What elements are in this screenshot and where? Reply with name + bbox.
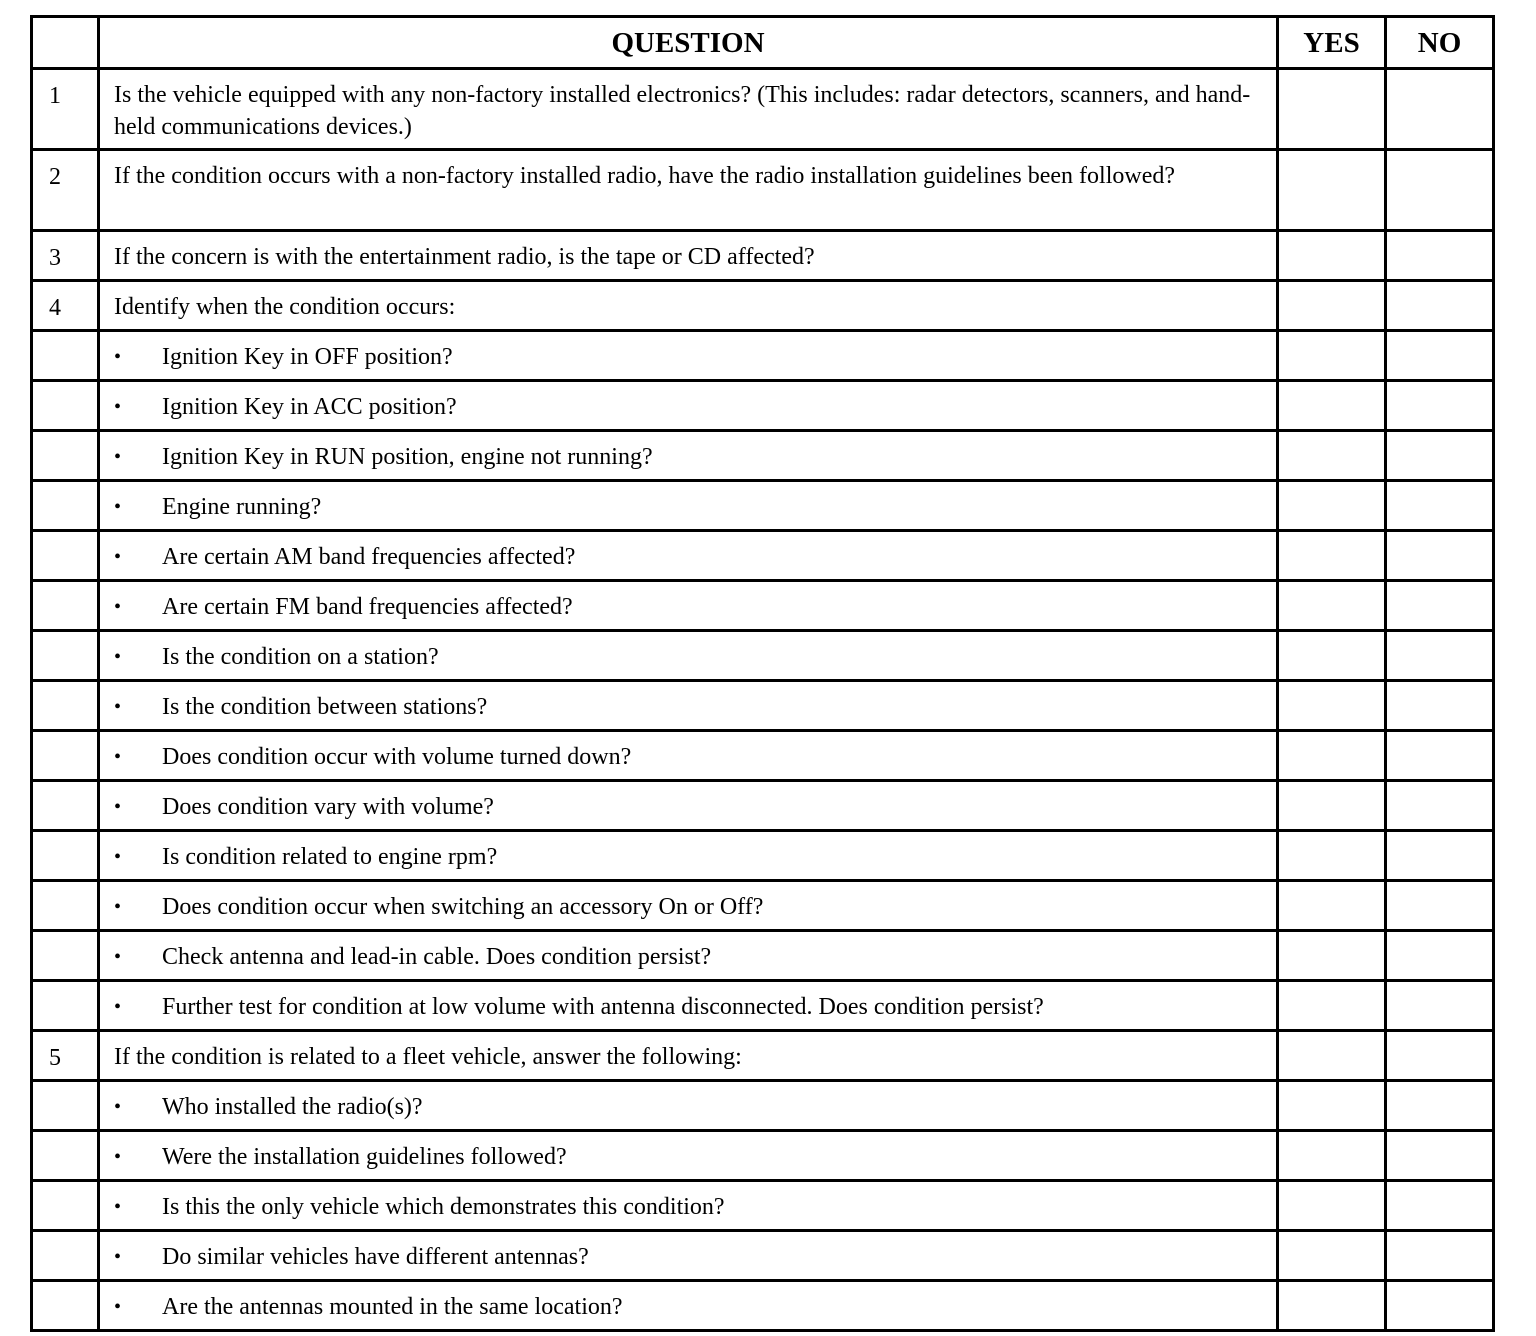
no-answer-cell[interactable] [1386,331,1494,381]
header-number-cell [32,17,99,69]
question-cell [99,831,1278,881]
row-number-cell: 2 [32,150,99,231]
yes-answer-cell[interactable] [1278,150,1386,231]
row-number-cell [32,881,99,931]
table-row [32,831,1494,881]
question-text: Further test for condition at low volume with antenna disconnected. Does condition persist? [162,994,1044,1020]
table-row [32,581,1494,631]
question-cell [99,331,1278,381]
no-answer-cell[interactable] [1386,881,1494,931]
no-answer-cell[interactable] [1386,781,1494,831]
no-answer-cell[interactable] [1386,150,1494,231]
table-row [32,1231,1494,1281]
question-text: Does condition occur with volume turned down? [162,744,632,770]
row-number-cell [32,781,99,831]
question-text: Are certain AM band frequencies affected? [162,544,576,570]
yes-answer-cell[interactable] [1278,631,1386,681]
table-body [32,69,1494,1331]
bullet-icon: • [114,1146,122,1168]
questionnaire-table-wrapper [30,15,1495,1332]
table-row [32,481,1494,531]
question-text: Is this the only vehicle which demonstrates this condition? [162,1194,725,1220]
row-number-cell: 4 [32,281,99,331]
table-row [32,631,1494,681]
bullet-icon: • [114,1296,122,1318]
yes-answer-cell[interactable] [1278,1131,1386,1181]
question-cell [99,731,1278,781]
table-row [32,981,1494,1031]
question-cell [99,1081,1278,1131]
bullet-icon: • [114,546,122,568]
yes-answer-cell[interactable] [1278,581,1386,631]
bullet-icon: • [114,646,122,668]
question-text: Ignition Key in RUN position, engine not running? [162,444,653,470]
row-number-cell [32,931,99,981]
no-answer-cell[interactable] [1386,281,1494,331]
yes-answer-cell[interactable] [1278,881,1386,931]
question-cell [99,481,1278,531]
question-cell [99,581,1278,631]
row-number-cell [32,1181,99,1231]
row-number-cell [32,1231,99,1281]
table-row [32,931,1494,981]
yes-answer-cell[interactable] [1278,1281,1386,1331]
no-answer-cell[interactable] [1386,1181,1494,1231]
question-text: Who installed the radio(s)? [162,1094,423,1120]
row-number-cell: 3 [32,231,99,281]
yes-answer-cell[interactable] [1278,69,1386,150]
row-number-cell [32,381,99,431]
question-text: Are certain FM band frequencies affected? [162,594,573,620]
question-cell [99,981,1278,1031]
yes-answer-cell[interactable] [1278,281,1386,331]
table-row [32,1281,1494,1331]
yes-answer-cell[interactable] [1278,381,1386,431]
table-row [32,1181,1494,1231]
row-number-cell [32,481,99,531]
bullet-icon: • [114,596,122,618]
row-number-cell [32,331,99,381]
row-number-cell [32,1131,99,1181]
yes-answer-cell[interactable] [1278,781,1386,831]
table-header-row [32,17,1494,69]
question-text: Is the condition on a station? [162,644,439,670]
yes-answer-cell[interactable] [1278,831,1386,881]
question-cell [99,881,1278,931]
bullet-icon: • [114,396,122,418]
bullet-icon: • [114,1096,122,1118]
yes-answer-cell[interactable] [1278,731,1386,781]
no-answer-cell[interactable] [1386,531,1494,581]
no-answer-cell[interactable] [1386,1231,1494,1281]
no-answer-cell[interactable] [1386,1281,1494,1331]
header-yes-cell: YES [1278,17,1386,69]
no-answer-cell[interactable] [1386,231,1494,281]
row-number-cell [32,681,99,731]
yes-answer-cell[interactable] [1278,1081,1386,1131]
bullet-icon: • [114,896,122,918]
table-row [32,731,1494,781]
no-answer-cell[interactable] [1386,1081,1494,1131]
no-answer-cell[interactable] [1386,1031,1494,1081]
bullet-icon: • [114,346,122,368]
yes-answer-cell[interactable] [1278,1181,1386,1231]
question-text: Ignition Key in ACC position? [162,394,457,420]
row-number-cell [32,431,99,481]
question-text: Does condition vary with volume? [162,794,494,820]
no-answer-cell[interactable] [1386,431,1494,481]
no-answer-cell[interactable] [1386,681,1494,731]
table-row [32,781,1494,831]
bullet-icon: • [114,696,122,718]
questionnaire-table [30,15,1495,1332]
question-text: Check antenna and lead-in cable. Does condition persist? [162,944,712,970]
question-text: Is the condition between stations? [162,694,488,720]
table-row [32,1031,1494,1081]
bullet-icon: • [114,946,122,968]
row-number-cell [32,981,99,1031]
table-row [32,531,1494,581]
yes-answer-cell[interactable] [1278,1031,1386,1081]
no-answer-cell[interactable] [1386,481,1494,531]
table-row [32,331,1494,381]
row-number-cell [32,631,99,681]
row-number-cell [32,531,99,581]
bullet-icon: • [114,496,122,518]
question-text: Is condition related to engine rpm? [162,844,498,870]
yes-answer-cell[interactable] [1278,531,1386,581]
yes-answer-cell[interactable] [1278,1231,1386,1281]
row-number-cell [32,581,99,631]
row-number-cell: 1 [32,69,99,150]
row-number-cell [32,731,99,781]
question-text: Engine running? [162,494,322,520]
row-number-cell [32,831,99,881]
bullet-icon: • [114,796,122,818]
no-answer-cell[interactable] [1386,831,1494,881]
table-row [32,1081,1494,1131]
table-row [32,381,1494,431]
question-cell [99,531,1278,581]
table-row [32,1131,1494,1181]
table-row [32,150,1494,231]
question-cell [99,431,1278,481]
row-number-cell: 5 [32,1031,99,1081]
question-cell [99,1281,1278,1331]
bullet-icon: • [114,1246,122,1268]
question-cell [99,381,1278,431]
bullet-icon: • [114,846,122,868]
yes-answer-cell[interactable] [1278,981,1386,1031]
question-cell [99,681,1278,731]
table-row [32,681,1494,731]
no-answer-cell[interactable] [1386,931,1494,981]
no-answer-cell[interactable] [1386,581,1494,631]
table-row [32,281,1494,331]
no-answer-cell[interactable] [1386,981,1494,1031]
yes-answer-cell[interactable] [1278,681,1386,731]
question-cell: If the condition occurs with a non-factory installed radio, have the radio installation guidelines been followed? [99,150,1278,231]
yes-answer-cell[interactable] [1278,931,1386,981]
table-row [32,69,1494,150]
yes-answer-cell[interactable] [1278,481,1386,531]
question-cell [99,931,1278,981]
bullet-icon: • [114,1196,122,1218]
yes-answer-cell[interactable] [1278,331,1386,381]
question-text: Ignition Key in OFF position? [162,344,453,370]
question-cell: Identify when the condition occurs: [99,281,1278,331]
yes-answer-cell[interactable] [1278,431,1386,481]
question-cell [99,631,1278,681]
no-answer-cell[interactable] [1386,69,1494,150]
header-no-cell: NO [1386,17,1494,69]
no-answer-cell[interactable] [1386,731,1494,781]
question-cell [99,1181,1278,1231]
table-row [32,431,1494,481]
question-text: Were the installation guidelines followed? [162,1144,567,1170]
question-cell [99,781,1278,831]
question-cell [99,1131,1278,1181]
bullet-icon: • [114,446,122,468]
row-number-cell [32,1281,99,1331]
question-text: Are the antennas mounted in the same location? [162,1294,623,1320]
question-cell: Is the vehicle equipped with any non-factory installed electronics? (This includes: radar detectors, scanners, and hand-held communications devices.) [99,69,1278,150]
header-question-cell: QUESTION [99,17,1278,69]
question-cell [99,1231,1278,1281]
row-number-cell [32,1081,99,1131]
bullet-icon: • [114,746,122,768]
yes-answer-cell[interactable] [1278,231,1386,281]
no-answer-cell[interactable] [1386,631,1494,681]
table-row [32,881,1494,931]
question-cell: If the condition is related to a fleet vehicle, answer the following: [99,1031,1278,1081]
question-text: Do similar vehicles have different antennas? [162,1244,589,1270]
question-cell: If the concern is with the entertainment radio, is the tape or CD affected? [99,231,1278,281]
bullet-icon: • [114,996,122,1018]
no-answer-cell[interactable] [1386,381,1494,431]
question-text: Does condition occur when switching an accessory On or Off? [162,894,764,920]
no-answer-cell[interactable] [1386,1131,1494,1181]
table-row [32,231,1494,281]
